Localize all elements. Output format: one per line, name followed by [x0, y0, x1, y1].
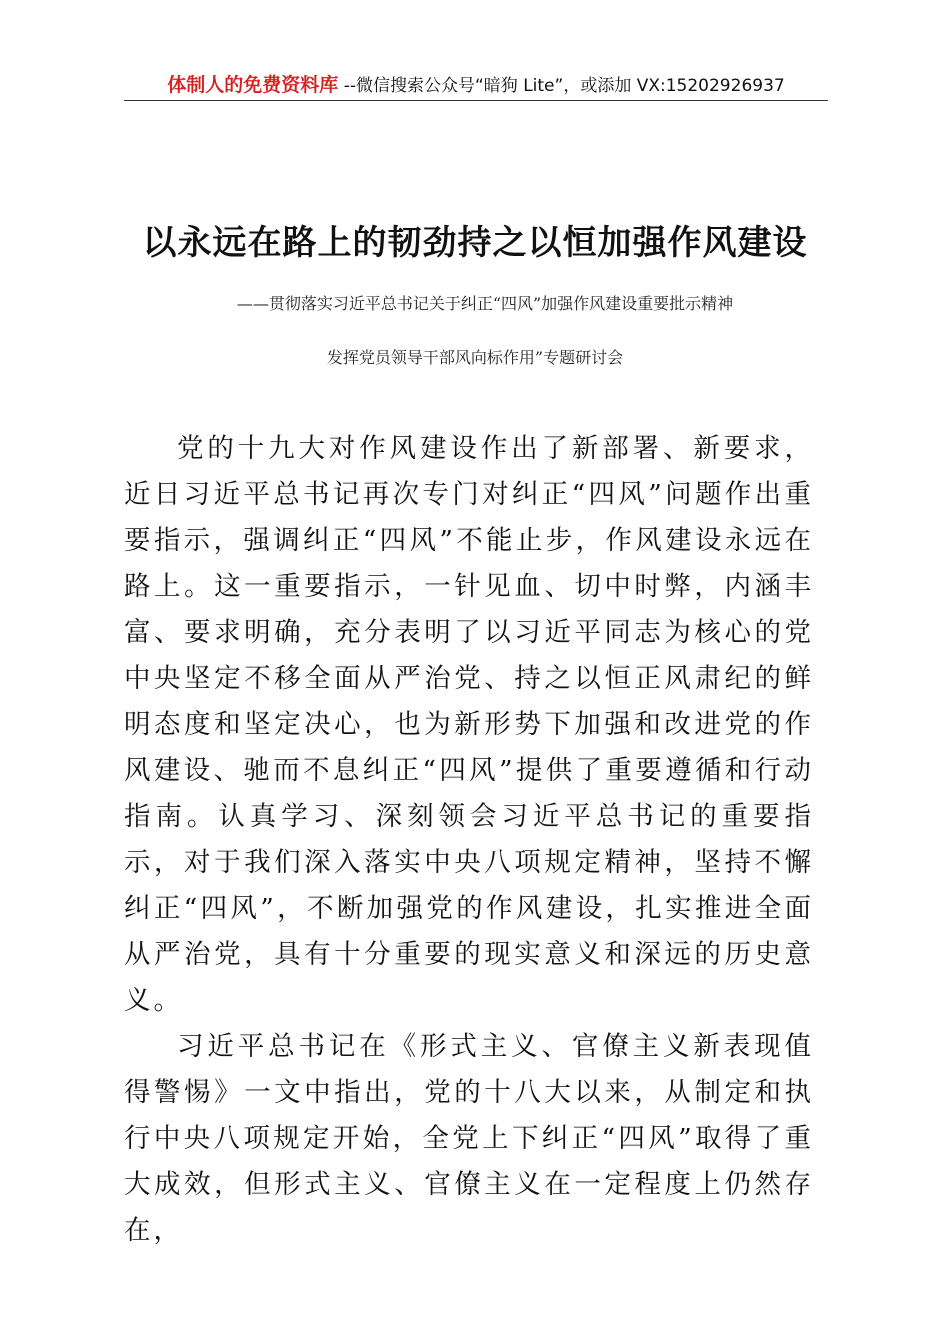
document-subtitle-line1: ——贯彻落实习近平总书记关于纠正“四风”加强作风建设重要批示精神 [236, 294, 734, 313]
body-paragraph: 习近平总书记在《形式主义、官僚主义新表现值得警惕》一文中指出，党的十八大以来，从制定和执行中央八项规定开始，全党上下纠正“四风”取得了重大成效，但形式主义、官僚主义在一定程度上仍然存在， [124, 1031, 814, 1246]
page-header [124, 72, 828, 101]
document-body [124, 426, 814, 1254]
document-subtitle-line2: 发挥党员领导干部风向标作用”专题研讨会 [326, 348, 624, 367]
header-contact: --微信搜索公众号“暗狗 Lite”，或添加 VX:15202926937 [338, 76, 785, 96]
header-brand: 体制人的免费资料库 [167, 74, 339, 96]
body-paragraph: 党的十九大对作风建设作出了新部署、新要求，近日习近平总书记再次专门对纠正“四风”问题作出重要指示，强调纠正“四风”不能止步，作风建设永远在路上。这一重要指示，一针见血、切中时弊，内涵丰富、要求明确，充分表明了以习近平同志为核心的党中央坚定不移全面从严治党、持之以恒正风肃纪的鲜明态度和坚定决心，也为新形势下加强和改进党的作风建设、驰而不息纠正“四风”提供了重要遵循和行动指南。认真学习、深刻领会习近平总书记的重要指示，对于我们深入落实中央八项规定精神，坚持不懈纠正“四风”，不断加强党的作风建设，扎实推进全面从严治党，具有十分重要的现实意义和深远的历史意义。 [124, 433, 814, 1016]
document-title: 以永远在路上的韧劲持之以恒加强作风建设 [142, 223, 808, 263]
